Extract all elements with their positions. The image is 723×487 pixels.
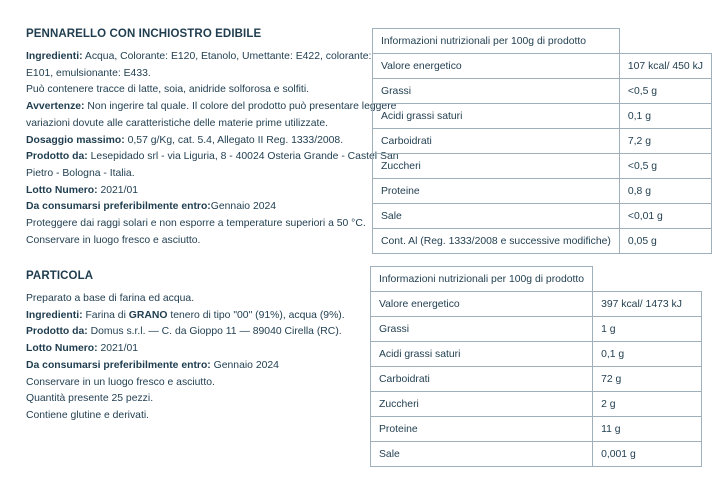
text-line (26, 291, 356, 308)
nutrient-value: <0,5 g (619, 79, 711, 104)
empty-cell (593, 267, 702, 292)
nutrition-table-pennarello (372, 28, 712, 254)
table-row (371, 342, 702, 367)
nutrition-table-particola (370, 266, 702, 467)
nutrient-value: 107 kcal/ 450 kJ (619, 54, 711, 79)
nutrient-value: 7,2 g (619, 129, 711, 154)
field-value: Lesepidado srl - via Liguria, 8 - 40024 Osteria Grande - Castel San (87, 151, 399, 163)
nutrient-name: Acidi grassi saturi (371, 342, 593, 367)
field-value: Preparato a base di farina ed acqua. (26, 293, 195, 304)
table-row (373, 104, 712, 129)
nutrient-name: Valore energetico (371, 292, 593, 317)
table-row (371, 442, 702, 467)
field-label: Prodotto da: (26, 326, 88, 338)
nutrient-name: Carboidrati (371, 367, 593, 392)
text-line (26, 216, 366, 233)
text-line (26, 233, 356, 250)
nutrient-value: 0,1 g (619, 104, 711, 129)
field-value: 0,57 g/Kg, cat. 5.4, Allegato II Reg. 1333/2008. (124, 134, 344, 146)
field-label: Da consumarsi preferibilmente entro: (26, 359, 211, 371)
table-row (373, 154, 712, 179)
field-value: Gennaio 2024 (210, 359, 279, 371)
text-line (26, 199, 356, 216)
field-label: Lotto Numero: (26, 184, 98, 196)
field-label: Lotto Numero: (26, 343, 98, 355)
table-row (371, 317, 702, 342)
table-row (373, 54, 712, 79)
allergen-highlight: GRANO (128, 309, 168, 321)
text-line (26, 341, 356, 358)
field-value: Può contenere tracce di latte, soia, anidride solforosa e solfiti. (26, 84, 310, 96)
field-value: Proteggere dai raggi solari e non esporre a temperature superiori a 50 °C. (26, 218, 366, 230)
table-row (373, 204, 712, 229)
table-header: Informazioni nutrizionali per 100g di prodotto (373, 29, 620, 54)
field-value: Domus s.r.l. — C. da Gioppo 11 — 89040 Cirella (RC). (87, 326, 342, 338)
field-label: Prodotto da: (26, 151, 88, 163)
field-value: Conservare in un luogo fresco e asciutto. (26, 376, 215, 388)
field-value: Conservare in luogo fresco e asciutto. (26, 234, 201, 246)
table-row (373, 129, 712, 154)
field-value: E101, emulsionante: E433. (26, 67, 151, 79)
field-value: Non ingerire tal quale. Il colore del prodotto può presentare leggere (84, 101, 397, 113)
nutrient-value: 0,1 g (593, 342, 702, 367)
field-value: variazioni dovute alle caratteristiche delle materie prime utilizzate. (26, 117, 329, 129)
field-label: Da consumarsi preferibilmente entro: (26, 201, 211, 213)
section-title: PARTICOLA (26, 270, 94, 282)
text-line (26, 391, 356, 408)
nutrient-value: 11 g (593, 417, 702, 442)
text-line (26, 308, 356, 325)
field-value: tenero di tipo "00" (91%), acqua (9%). (167, 309, 345, 321)
text-line (26, 99, 397, 116)
text-line (26, 166, 356, 183)
field-value: 2021/01 (97, 184, 139, 196)
nutrient-name: Sale (371, 442, 593, 467)
field-value: 2021/01 (97, 343, 139, 355)
table-row (371, 367, 702, 392)
text-line (26, 149, 399, 166)
nutrient-name: Cont. Al (Reg. 1333/2008 e successive modifiche) (373, 229, 620, 254)
nutrient-value: 2 g (593, 392, 702, 417)
nutrient-name: Proteine (371, 417, 593, 442)
label-section-particola (26, 270, 356, 425)
text-line (26, 324, 356, 341)
field-label: Ingredienti: (26, 309, 83, 321)
table-header: Informazioni nutrizionali per 100g di prodotto (371, 267, 593, 292)
field-value: Gennaio 2024 (210, 201, 277, 213)
nutrient-name: Carboidrati (373, 129, 620, 154)
nutrient-name: Acidi grassi saturi (373, 104, 620, 129)
nutrient-name: Grassi (371, 317, 593, 342)
text-line (26, 358, 356, 375)
nutrient-value: 0,8 g (619, 179, 711, 204)
field-label: Dosaggio massimo: (26, 134, 125, 146)
text-line (26, 49, 372, 66)
nutrient-name: Grassi (373, 79, 620, 104)
nutrient-name: Zuccheri (373, 154, 620, 179)
field-label: Avvertenze: (26, 101, 85, 113)
nutrient-value: 72 g (593, 367, 702, 392)
table-row (371, 392, 702, 417)
nutrient-name: Proteine (373, 179, 620, 204)
nutrient-name: Zuccheri (371, 392, 593, 417)
field-value: Contiene glutine e derivati. (26, 409, 150, 421)
text-line (26, 183, 356, 200)
nutrient-value: <0,5 g (619, 154, 711, 179)
field-label: Ingredienti: (26, 51, 83, 62)
field-value: Pietro - Bologna - Italia. (26, 167, 135, 179)
field-value: Quantità presente 25 pezzi. (26, 393, 154, 405)
field-value: Farina di (82, 309, 129, 321)
nutrient-value: 397 kcal/ 1473 kJ (593, 292, 702, 317)
table-row (373, 229, 712, 254)
empty-cell (619, 29, 711, 54)
nutrient-name: Sale (373, 204, 620, 229)
field-value: Acqua, Colorante: E120, Etanolo, Umettante: E422, colorante: (82, 51, 372, 62)
nutrient-value: 0,05 g (619, 229, 711, 254)
table-row (373, 79, 712, 104)
text-line (26, 375, 356, 392)
text-line (26, 82, 356, 99)
nutrient-value: <0,01 g (619, 204, 711, 229)
text-line (26, 133, 356, 150)
table-row (373, 179, 712, 204)
text-line (26, 116, 356, 133)
section-text (26, 291, 356, 425)
nutrient-name: Valore energetico (373, 54, 620, 79)
text-line (26, 66, 356, 83)
text-line (26, 408, 356, 425)
nutrient-value: 0,001 g (593, 442, 702, 467)
table-row (371, 417, 702, 442)
nutrient-value: 1 g (593, 317, 702, 342)
table-row (371, 292, 702, 317)
section-title: PENNARELLO CON INCHIOSTRO EDIBILE (26, 28, 262, 40)
